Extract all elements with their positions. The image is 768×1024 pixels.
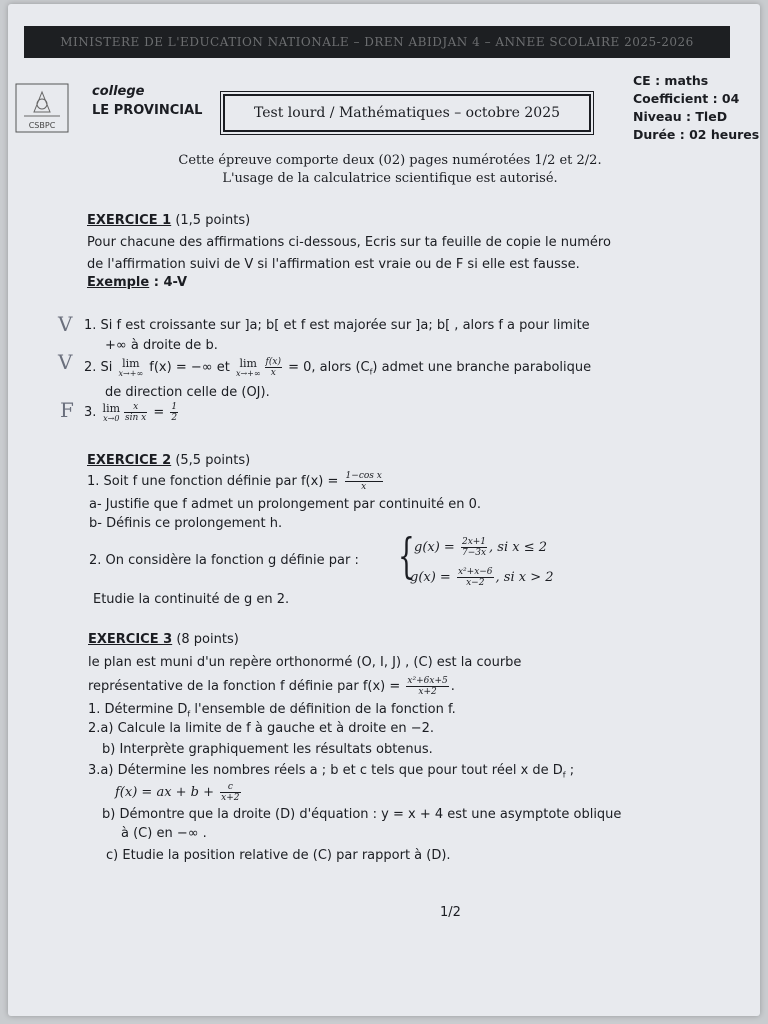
- ex2-question-3: Etudie la continuité de g en 2.: [93, 592, 290, 607]
- info-duree: Durée : 02 heures: [633, 127, 760, 142]
- ex3-heading: EXERCICE 3: [88, 632, 173, 647]
- a2-end-2: ) admet une branche parabolique: [372, 360, 592, 375]
- info-coefficient: Coefficient : 04: [633, 91, 740, 106]
- lim-sub: x→+∞: [118, 368, 144, 378]
- g2-condition: , si x > 2: [495, 570, 554, 585]
- ex1-points: (1,5 points): [175, 213, 251, 228]
- ex1-header: [87, 212, 250, 230]
- a2-limit-1: [119, 358, 144, 378]
- a2-limit-2: [236, 358, 261, 378]
- ex2-heading: EXERCICE 2: [87, 453, 172, 468]
- a2-mid: f(x) = −∞ et: [145, 360, 234, 375]
- l3-text-b: l'ensemble de définition de la fonction f.: [190, 702, 456, 717]
- frac-num: c: [220, 782, 240, 793]
- g2-lhs: g(x) =: [410, 570, 455, 585]
- frac-den: sin x: [125, 413, 147, 423]
- q1-text: 1. Soit f une fonction définie par f(x) =: [87, 474, 343, 489]
- frac-num: 1−cos x: [345, 471, 382, 481]
- frac-num: f(x): [265, 357, 281, 367]
- page-number: 1/2: [440, 905, 461, 920]
- intro-line-1: Cette épreuve comporte deux (02) pages numérotées 1/2 et 2/2.: [178, 153, 602, 168]
- lim-text: lim: [239, 356, 257, 370]
- frac-den: 2: [171, 413, 178, 423]
- ex3-line-3: 1. Détermine $D_f$ l'ensemble de définition de la fonction f.: [88, 702, 456, 719]
- ex1-affirmation-1-line-1: 1. Si f est croissante sur ]a; b[ et f est majorée sur ]a; b[ , alors f a pour limite: [84, 318, 590, 333]
- a3-limit: [103, 403, 120, 423]
- g1-lhs: g(x) =: [414, 540, 459, 555]
- a2-fraction: [265, 357, 282, 378]
- a2-end: = 0, alors (C: [283, 360, 370, 375]
- ex2-question-1: [87, 471, 385, 492]
- ex3-line-8: b) Démontre que la droite (D) d'équation : y = x + 4 est une asymptote oblique: [102, 807, 622, 822]
- l2-fraction: [406, 676, 448, 697]
- intro-line-2: L'usage de la calculatrice scientifique est autorisé.: [222, 171, 558, 186]
- ministry-banner: MINISTERE DE L'EDUCATION NATIONALE – DREN ABIDJAN 4 – ANNEE SCOLAIRE 2025-2026: [24, 26, 730, 58]
- l2-text: représentative de la fonction f définie par f(x) =: [88, 679, 405, 694]
- a3-start: 3.: [84, 405, 101, 420]
- a2-start: 2. Si: [84, 360, 117, 375]
- lim-sub: x→0: [103, 413, 120, 423]
- ex2-question-a: a- Justifie que f admet un prolongement par continuité en 0.: [89, 497, 481, 512]
- ex3-line-9: à (C) en −∞ .: [121, 826, 207, 841]
- g1-fraction: [461, 537, 487, 558]
- frac-den: 7−3x: [461, 548, 487, 558]
- l6-text: 3.a) Détermine les nombres réels a ; b et c tels que pour tout réel x de D: [88, 763, 563, 778]
- exam-intro: [100, 152, 680, 188]
- ex3-points: (8 points): [176, 632, 239, 647]
- ex3-header: [88, 631, 239, 649]
- g1-condition: , si x ≤ 2: [489, 540, 548, 555]
- ex2-question-b: b- Définis ce prolongement h.: [89, 516, 283, 531]
- college-name: LE PROVINCIAL: [92, 103, 203, 118]
- q1-fraction: [345, 471, 383, 492]
- l7-text: f(x) = ax + b +: [115, 785, 219, 800]
- info-ce: CE : maths: [633, 73, 709, 88]
- ex1-affirmation-2-line-2: de direction celle de (OJ).: [105, 385, 270, 400]
- g-case-2: [410, 567, 554, 588]
- exam-title: Test lourd / Mathématiques – octobre 2025: [223, 94, 591, 132]
- g-case-1: [414, 537, 547, 558]
- handwritten-mark-3: F: [60, 398, 74, 422]
- ex3-line-10: c) Etudie la position relative de (C) par rapport à (D).: [106, 848, 451, 863]
- frac-num: 2x+1: [461, 537, 487, 547]
- exam-info: [633, 72, 759, 144]
- ex2-header: [87, 452, 250, 470]
- handwritten-mark-1: V: [58, 312, 73, 336]
- college-word: college: [92, 84, 145, 99]
- ex3-line-7: [115, 782, 243, 803]
- info-niveau: Niveau : TleD: [633, 109, 728, 124]
- frac-den: x+2: [221, 793, 240, 803]
- handwritten-mark-2: V: [58, 350, 73, 374]
- frac-num: x²+6x+5: [407, 676, 448, 686]
- l6-text-b: ;: [565, 763, 575, 778]
- a3-end: =: [149, 405, 169, 420]
- l3-text: 1. Détermine D: [88, 702, 188, 717]
- ex3-line-4: 2.a) Calcule la limite de f à gauche et à droite en −2.: [88, 721, 435, 736]
- frac-den: x: [270, 368, 276, 378]
- example-value: : 4-V: [149, 275, 188, 290]
- frac-num: x²+x−6: [457, 567, 493, 577]
- frac-num: 1: [171, 402, 178, 412]
- ex2-points: (5,5 points): [175, 453, 251, 468]
- frac-num: x: [124, 402, 147, 413]
- ex1-instruction-1: Pour chacune des affirmations ci-dessous, Ecris sur ta feuille de copie le numéro: [87, 235, 611, 250]
- a3-half: [170, 402, 178, 423]
- frac-den: x: [361, 482, 367, 492]
- ex1-instruction-2: de l'affirmation suivi de V si l'affirmation est vraie ou de F si elle est fausse.: [87, 257, 580, 272]
- example-label: Exemple: [87, 275, 150, 290]
- ex2-question-2: 2. On considère la fonction g définie par :: [89, 553, 359, 568]
- ex1-affirmation-3: [84, 402, 180, 423]
- lim-sub: x→+∞: [235, 368, 261, 378]
- ex3-line-1: le plan est muni d'un repère orthonormé (O, I, J) , (C) est la courbe: [88, 655, 522, 670]
- lim-text: lim: [122, 356, 140, 370]
- ex3-line-6: 3.a) Détermine les nombres réels a ; b et c tels que pour tout réel x de $D_f$ ;: [88, 763, 575, 780]
- ex3-line-5: b) Interprète graphiquement les résultats obtenus.: [102, 742, 433, 757]
- l7-fraction: [220, 782, 240, 803]
- ex3-line-2: représentative de la fonction f définie par f(x) = $\frac{\text{x²+6x+5}}{x+2}$ .: [88, 676, 455, 697]
- ex1-affirmation-2: 2. Si lim x→+∞ f(x) = −∞ et lim x→+∞ $\frac{f(x)}{x}$ = 0, alors $(C_f)$ admet une branche parabolique: [84, 356, 592, 378]
- school-logo: [14, 82, 70, 134]
- lim-text: lim: [102, 401, 121, 415]
- ex1-heading: EXERCICE 1: [87, 213, 172, 228]
- ex1-example: [87, 274, 187, 292]
- a3-fraction: [124, 402, 147, 423]
- logo-text: CSBPC: [28, 121, 56, 130]
- school-logo-icon: [14, 82, 70, 134]
- frac-den: x−2: [466, 578, 485, 588]
- ex1-affirmation-1-line-2: +∞ à droite de b.: [105, 338, 218, 353]
- frac-den: x+2: [418, 687, 437, 697]
- system-brace: {: [398, 528, 415, 584]
- g2-fraction: [457, 567, 494, 588]
